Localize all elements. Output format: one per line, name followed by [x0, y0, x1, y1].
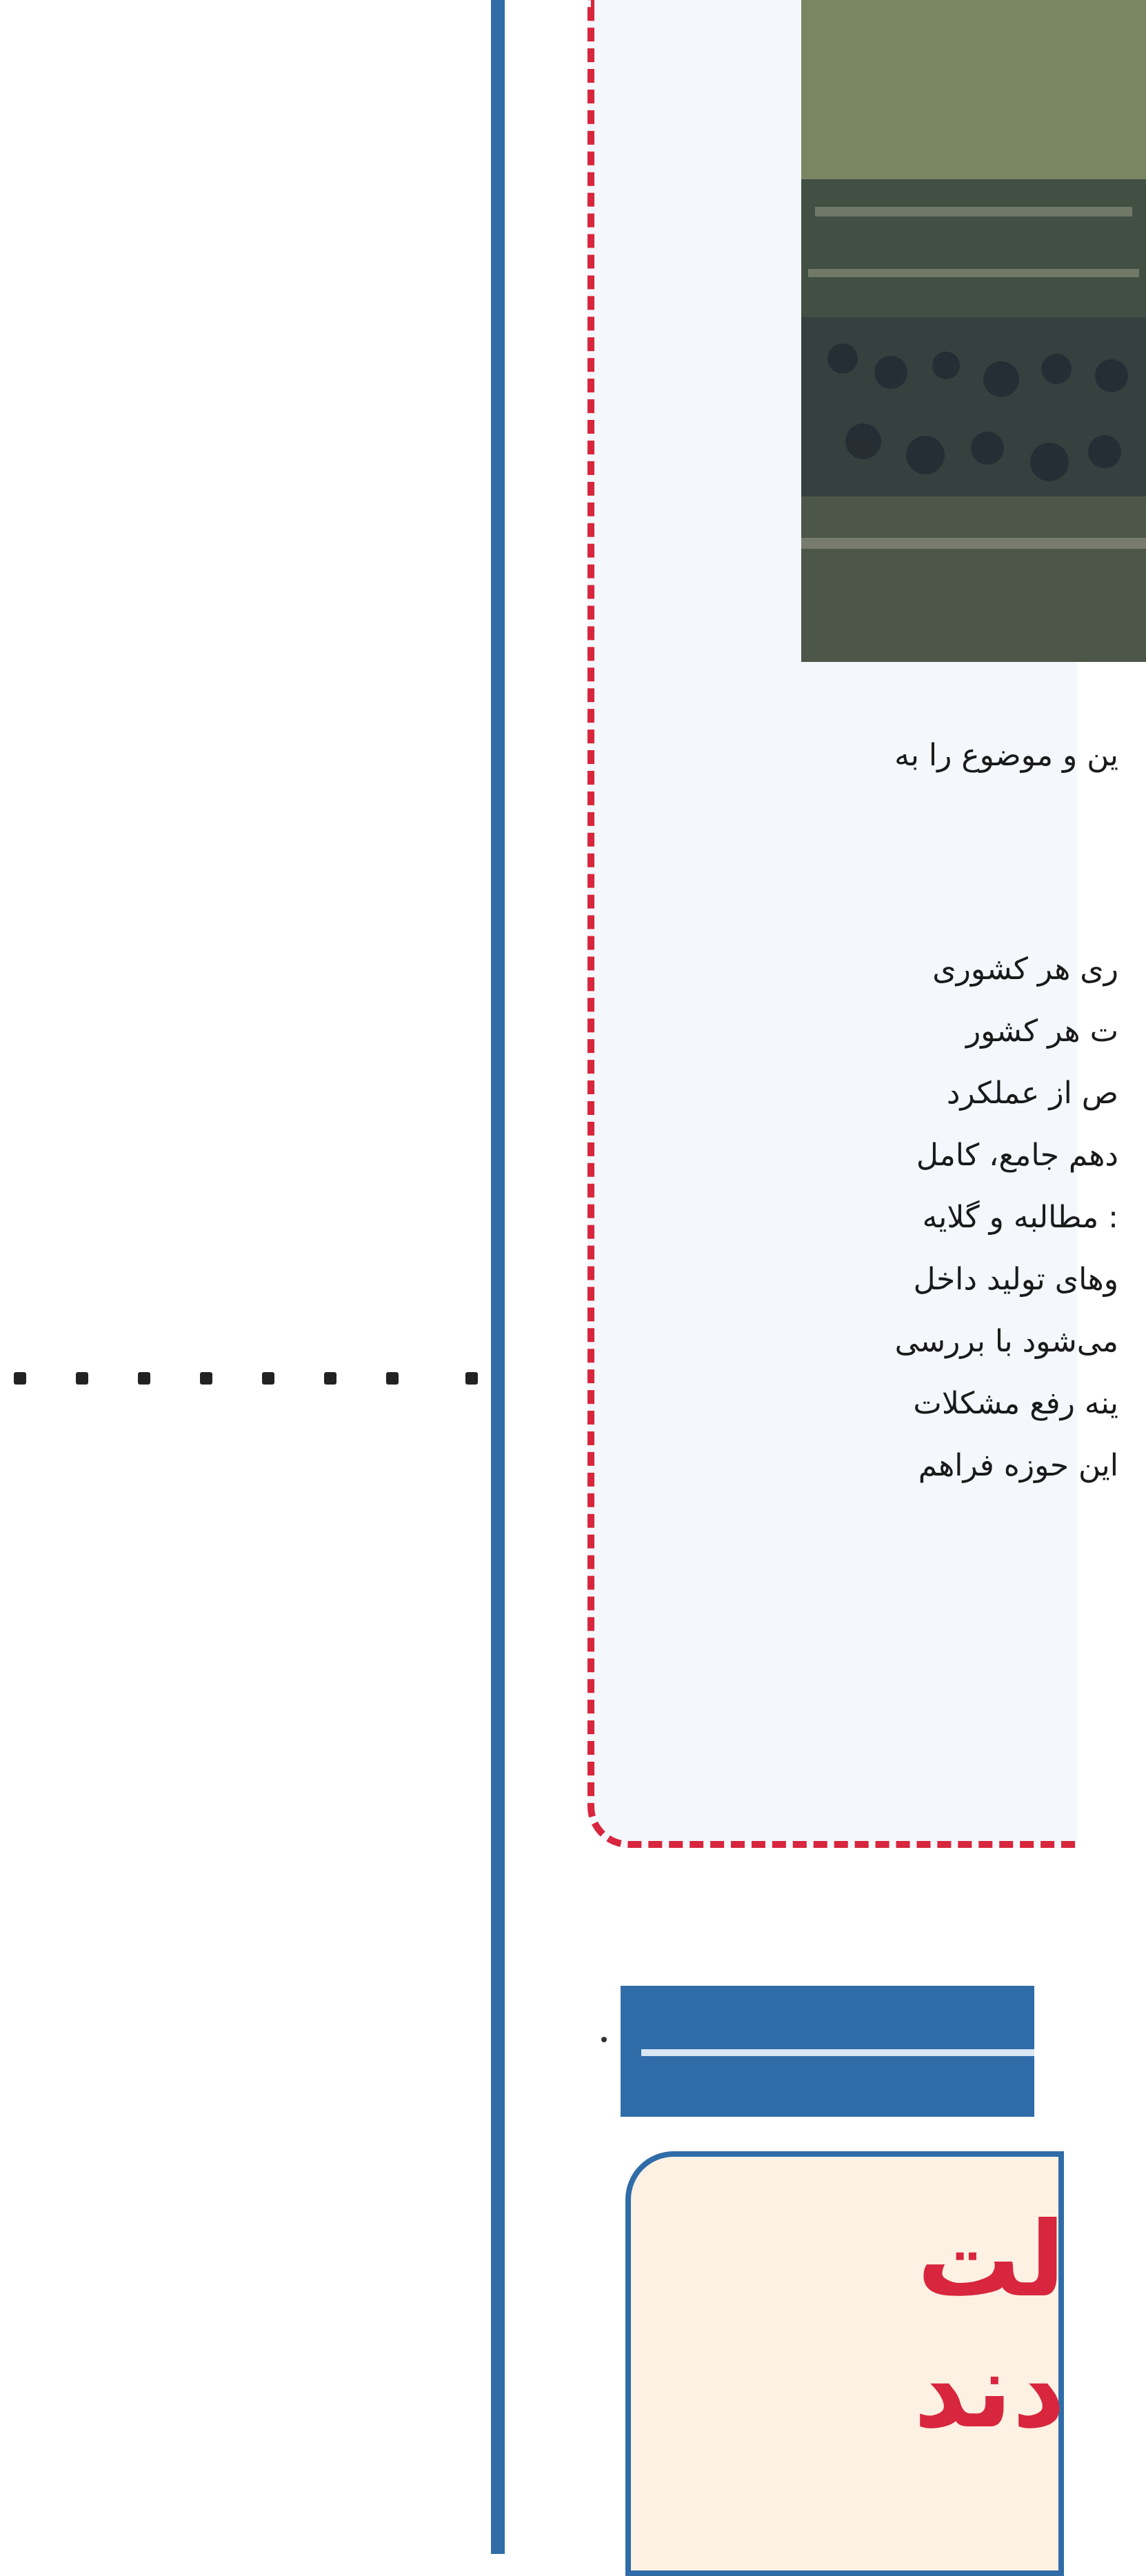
- callout-title-line1: لت: [916, 2200, 1065, 2320]
- boxed-text-line: این حوزه فراهم: [918, 1448, 1118, 1483]
- divider-dot: [14, 1372, 26, 1385]
- boxed-text-line: ص از عملکرد: [946, 1076, 1118, 1111]
- boxed-text-line: ین و موضوع را به: [894, 738, 1118, 773]
- divider-dot: [386, 1372, 399, 1385]
- boxed-text-line: ت هر کشور: [965, 1014, 1118, 1049]
- section-header-bar: [621, 1986, 1034, 2117]
- crowd-photo-illustration: [801, 0, 1146, 662]
- divider-dot: [324, 1372, 336, 1385]
- divider-dot: [76, 1372, 88, 1385]
- boxed-text-line: دهم جامع، کامل: [916, 1138, 1118, 1173]
- boxed-text-line: ری هر کشوری: [932, 952, 1118, 987]
- divider-dot: [262, 1372, 274, 1385]
- section-header-line: [641, 2049, 1034, 2056]
- divider-dot: [465, 1372, 478, 1385]
- boxed-text-line: وهای تولید داخل: [913, 1262, 1118, 1297]
- callout-title-line2: دند: [914, 2331, 1065, 2451]
- callout-box: [625, 2151, 1064, 2576]
- news-photo: [801, 0, 1146, 662]
- divider-dot: [138, 1372, 150, 1385]
- divider-dot: [200, 1372, 212, 1385]
- left-news-column: [0, 0, 491, 2554]
- boxed-text-line: ینه رفع مشکلات: [913, 1386, 1118, 1421]
- section-divider-dots: [14, 1368, 483, 1389]
- boxed-text-line: می‌شود با بررسی: [894, 1324, 1118, 1359]
- feature-box: [587, 0, 1118, 1848]
- small-dot-mark: [601, 2037, 607, 2042]
- right-feature-area: [505, 0, 1118, 2554]
- boxed-text-line: : مطالبه و گلایه: [922, 1200, 1118, 1235]
